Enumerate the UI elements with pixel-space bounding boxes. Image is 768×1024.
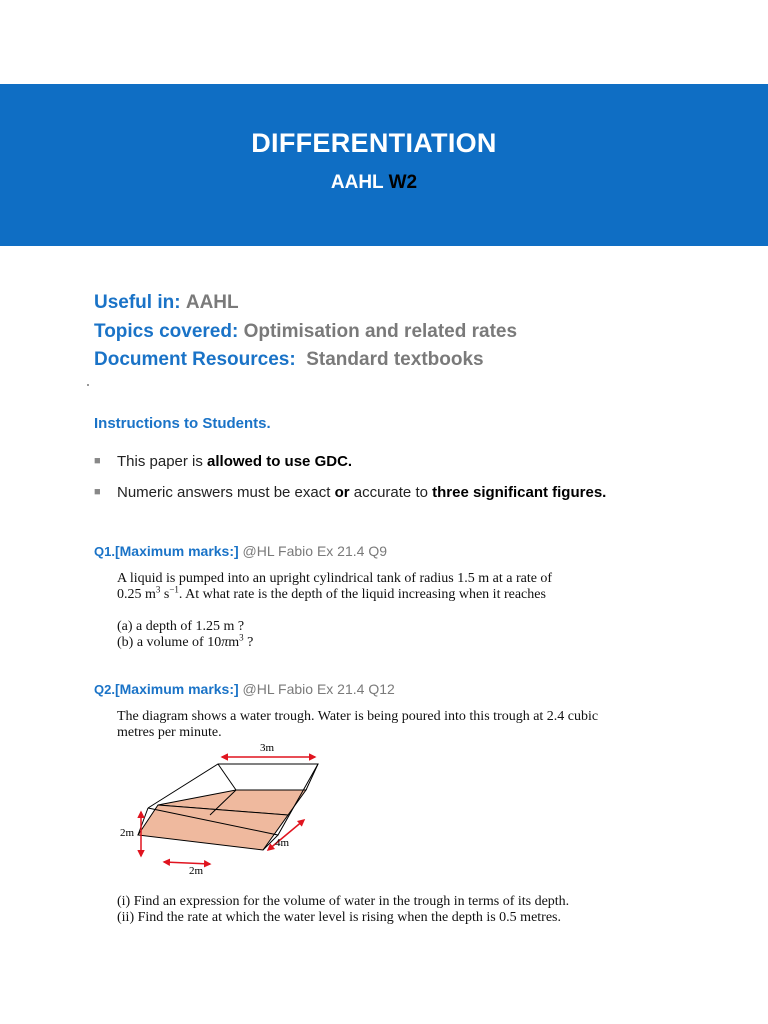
q1-line-2: 0.25 $m^3$ $s^{-1}$. At what rate is the depth of the liquid increasing when it reaches	[117, 584, 546, 602]
q1-marks: [Maximum marks:]	[114, 543, 239, 559]
q1-part-b: (b) a volume of $10\pi m^3$ ?	[117, 632, 254, 650]
week-label: W2	[388, 172, 418, 193]
useful-in-label: Useful in:	[94, 292, 181, 313]
instruction-bullet-accuracy: ■ Numeric answers must be exact or accurate to three significant figures.	[94, 484, 607, 501]
course-code: AAHL	[330, 172, 384, 193]
bullet-icon: ■	[94, 455, 101, 467]
q1-part-a: (a) a depth of 1.25 m ?	[117, 619, 245, 634]
q2-line-1: The diagram shows a water trough. Water is being poured into this trough at 2.4 cubic	[117, 709, 599, 724]
q2-source: @HL Fabio Ex 21.4 Q12	[238, 681, 395, 697]
q2-header: Q2.[Maximum marks:] @HL Fabio Ex 21.4 Q12	[94, 681, 395, 697]
dim-top-label: 3m	[260, 742, 275, 754]
document-title: DIFFERENTIATION	[251, 128, 497, 158]
dim-bottom-label: 2m	[189, 865, 204, 877]
stray-dot	[87, 384, 89, 386]
instructions-heading: Instructions to Students.	[94, 415, 271, 432]
dim-side-label: 4m	[275, 837, 290, 849]
topics-label: Topics covered:	[94, 321, 239, 342]
document-subtitle	[0, 172, 748, 194]
q1-header: Q1.[Maximum marks:] @HL Fabio Ex 21.4 Q9	[94, 543, 387, 559]
arrow-bottom	[164, 862, 210, 864]
resources-row	[94, 349, 484, 371]
q2-marks: [Maximum marks:]	[114, 681, 239, 697]
topics-row	[94, 321, 517, 343]
useful-in-value: AAHL	[185, 292, 239, 313]
resources-label: Document Resources:	[94, 349, 296, 370]
instruction-bullet-gdc: ■ This paper is allowed to use GDC.	[94, 453, 353, 470]
title-banner	[0, 84, 768, 246]
q2-part-ii: (ii) Find the rate at which the water level is rising when the depth is 0.5 metres.	[117, 910, 561, 925]
q2-part-i: (i) Find an expression for the volume of water in the trough in terms of its depth.	[117, 894, 570, 909]
topics-value: Optimisation and related rates	[243, 321, 518, 342]
q2-line-2: metres per minute.	[117, 725, 222, 740]
bullet-icon: ■	[94, 486, 101, 498]
trough-diagram	[118, 740, 338, 880]
q1-line-1: A liquid is pumped into an upright cylindrical tank of radius 1.5 m at a rate of	[117, 571, 553, 586]
useful-in-row	[94, 292, 239, 314]
dim-height-label: 2m	[120, 827, 135, 839]
resources-value: Standard textbooks	[306, 349, 484, 370]
q1-source: @HL Fabio Ex 21.4 Q9	[238, 543, 387, 559]
